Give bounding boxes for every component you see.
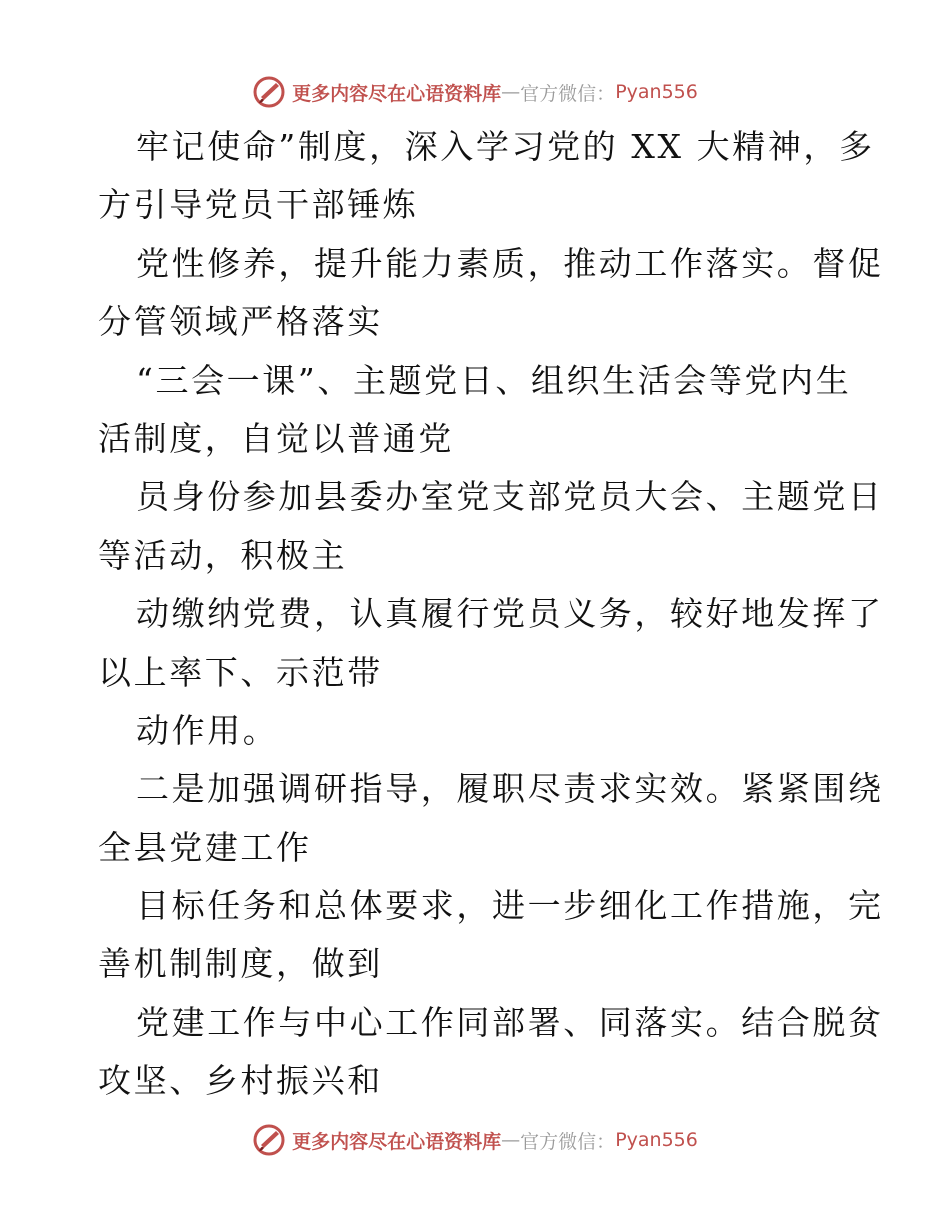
brush-logo-icon [252,1123,286,1157]
header-watermark [0,72,950,112]
text-line: 牢记使命”制度，深入学习党的 XX 大精神，多 [136,127,875,166]
text-line: 分管领域严格落实 [98,302,383,342]
watermark-wechat-id: Pyan556 [615,1129,698,1151]
watermark-main-text: 更多内容尽在心语资料库 [292,1130,502,1153]
brush-logo-icon [252,75,286,109]
text-line: “三会一课”、主题党日、组织生活会等党内生 [136,360,852,400]
watermark-label: 官方微信： [520,82,616,105]
watermark-separator: — [501,1129,521,1151]
text-line: 以上率下、示范带 [98,652,383,692]
document-body [98,118,884,1111]
text-line: 目标任务和总体要求，进一步细化工作措施，完 [136,886,884,926]
text-line: 攻坚、乡村振兴和 [98,1061,383,1101]
text-line: 方引导党员干部锤炼 [98,185,419,225]
text-line: 党性修养，提升能力素质，推动工作落实。督促 [136,243,884,283]
text-line: 党建工作与中心工作同部署、同落实。结合脱贫 [136,1002,884,1042]
text-line: 动缴纳党费，认真履行党员义务，较好地发挥了 [136,594,884,634]
text-line: 活制度，自觉以普通党 [98,418,454,458]
text-line: 员身份参加县委办室党支部党员大会、主题党日 [136,477,884,517]
text-line: 动作用。 [136,710,279,750]
text-line: 全县党建工作 [98,827,312,867]
footer-watermark [0,1120,950,1160]
watermark-label: 官方微信： [520,1130,616,1153]
watermark-main-text: 更多内容尽在心语资料库 [292,82,502,105]
watermark-wechat-id: Pyan556 [615,81,698,103]
text-line: 等活动，积极主 [98,535,348,575]
watermark-separator: — [501,81,521,103]
text-line: 二是加强调研指导，履职尽责求实效。紧紧围绕 [136,769,884,809]
text-line: 善机制制度，做到 [98,944,383,984]
